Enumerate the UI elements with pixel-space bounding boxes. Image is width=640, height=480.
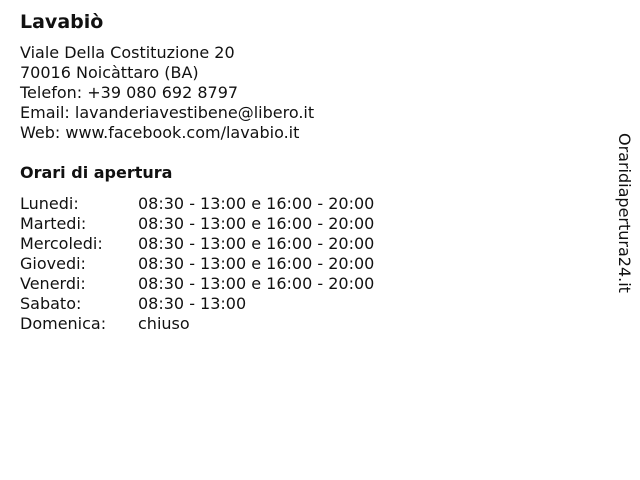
email-text: Email: lavanderiavestibene@libero.it [20, 103, 315, 122]
hours-row-saturday [20, 294, 374, 314]
hours-day: Martedi: [20, 214, 87, 233]
hours-time: 08:30 - 13:00 e 16:00 - 20:00 [138, 194, 375, 213]
hours-day: Sabato: [20, 294, 82, 313]
hours-time: chiuso [138, 314, 190, 333]
hours-row-wednesday [20, 234, 374, 254]
hours-time: 08:30 - 13:00 e 16:00 - 20:00 [138, 234, 375, 253]
web-text: Web: www.facebook.com/lavabio.it [20, 123, 300, 142]
hours-row-thursday [20, 254, 374, 274]
hours-day: Venerdi: [20, 274, 86, 293]
address-line-city: 70016 Noicàttaro (BA) [20, 63, 199, 82]
hours-row-monday [20, 194, 374, 214]
hours-time: 08:30 - 13:00 e 16:00 - 20:00 [138, 254, 375, 273]
hours-row-sunday [20, 314, 374, 334]
site-brand-text: Oraridiapertura24.it [615, 133, 634, 293]
hours-row-tuesday [20, 214, 374, 234]
hours-time: 08:30 - 13:00 e 16:00 - 20:00 [138, 214, 375, 233]
hours-row-friday [20, 274, 374, 294]
phone-text: Telefon: +39 080 692 8797 [20, 83, 239, 102]
hours-day: Lunedi: [20, 194, 79, 213]
opening-hours-table [20, 194, 374, 334]
business-name: Lavabiò [20, 11, 104, 33]
site-brand-vertical [613, 133, 637, 309]
address-line-street: Viale Della Costituzione 20 [20, 43, 235, 62]
hours-day: Domenica: [20, 314, 107, 333]
business-contact-block [20, 43, 314, 143]
hours-time: 08:30 - 13:00 [138, 294, 247, 313]
hours-day: Mercoledi: [20, 234, 103, 253]
hours-heading: Orari di apertura [20, 163, 173, 182]
hours-day: Giovedi: [20, 254, 86, 273]
hours-time: 08:30 - 13:00 e 16:00 - 20:00 [138, 274, 375, 293]
